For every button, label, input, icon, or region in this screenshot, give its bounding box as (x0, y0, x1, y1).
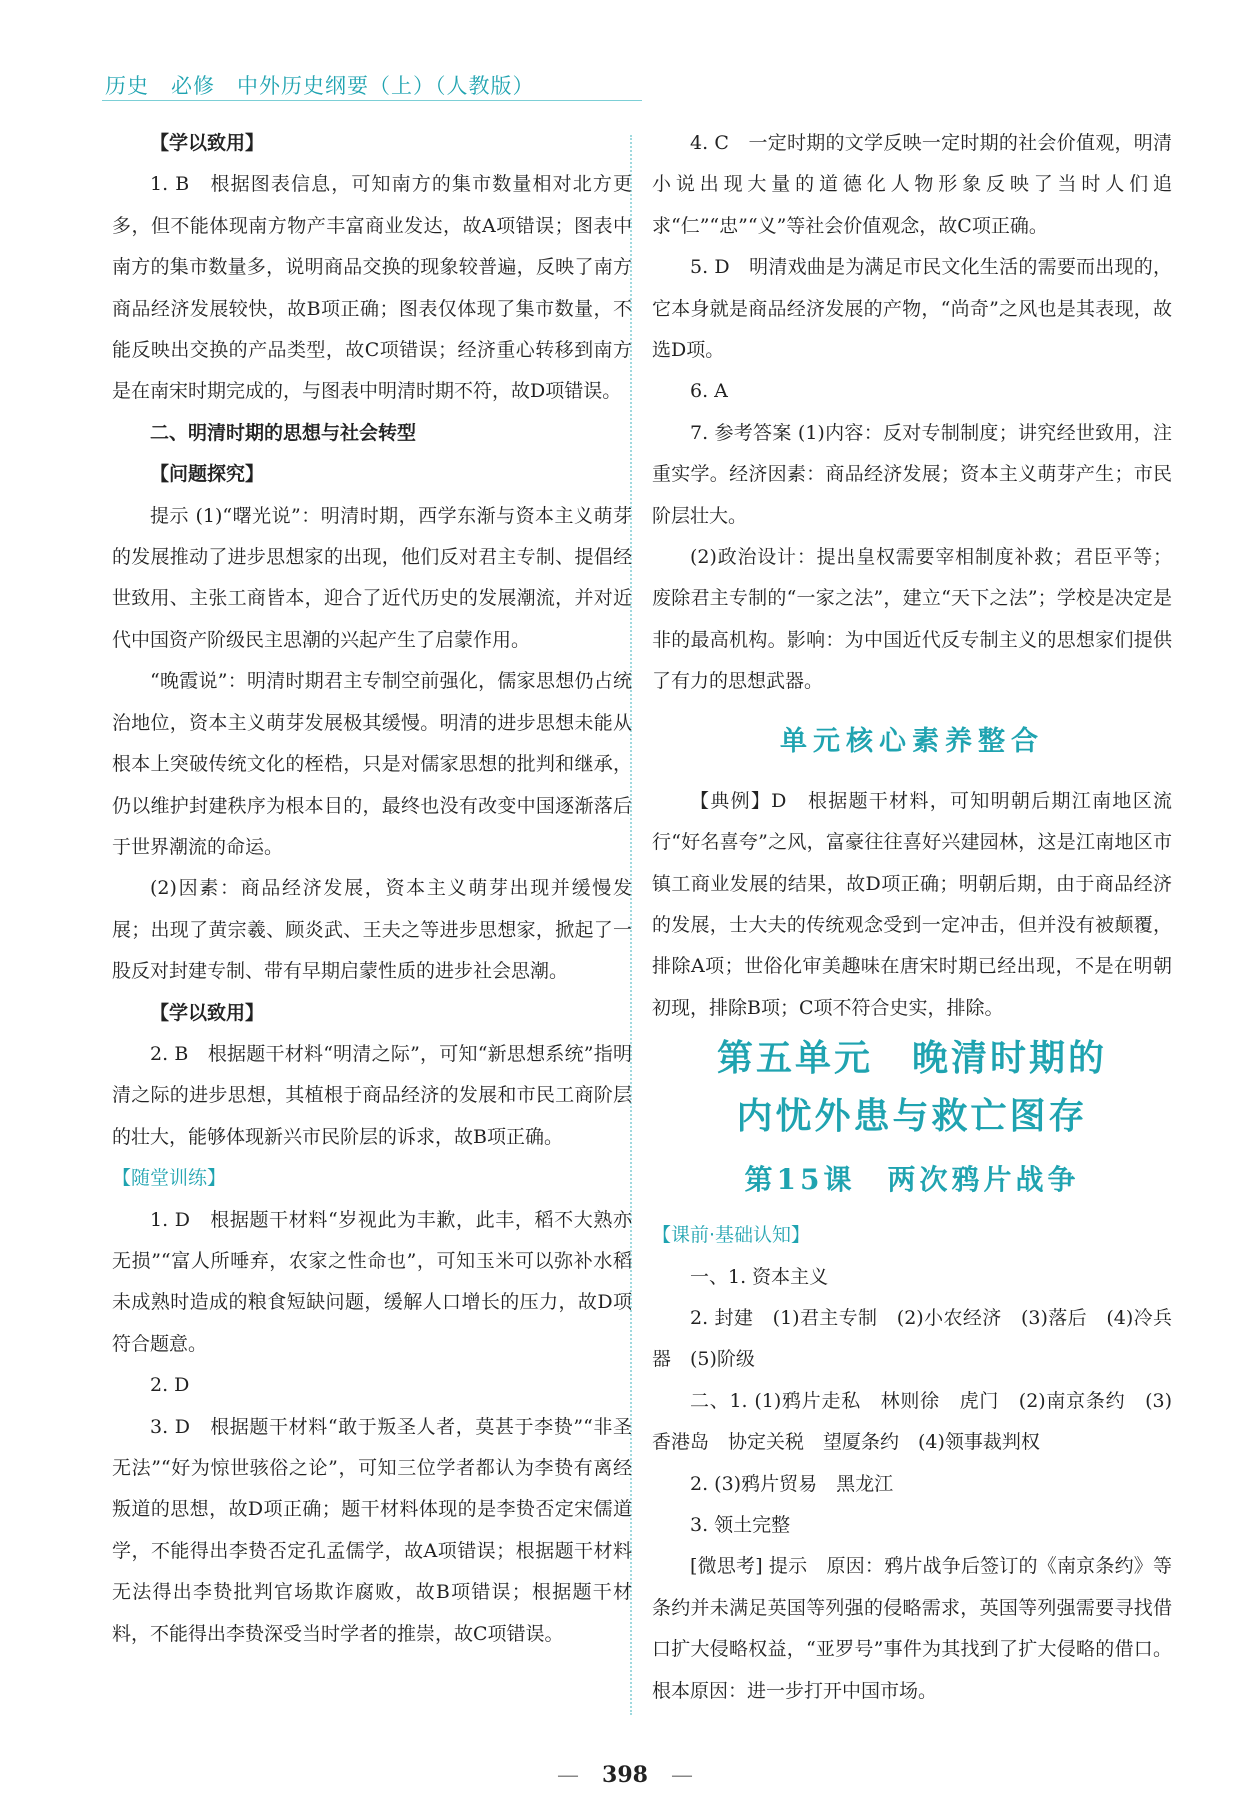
header-rule (102, 100, 642, 101)
right-column (652, 123, 1172, 1712)
right-paragraph: 一、1. 资本主义 (690, 1265, 829, 1288)
right-paragraph: 内忧外患与救亡图存 (736, 1095, 1088, 1138)
left-paragraph: (2)因素：商品经济发展，资本主义萌芽出现并缓慢发展；出现了黄宗羲、顾炎武、王夫之等进步思想家，掀起了一股反对封建专制、带有早期启蒙性质的进步社会思潮。 (112, 877, 632, 983)
right-paragraph: 第五单元 晚清时期的 (716, 1037, 1107, 1080)
footer-dash-left: — (557, 1763, 580, 1788)
page-number: 398 (602, 1762, 648, 1788)
right-paragraph: 二、1. (1)鸦片走私 林则徐 虎门 (2)南京条约 (3)香港岛 协定关税 望厦条约 (4)领事裁判权 (652, 1389, 1172, 1454)
right-paragraph: 6. A (690, 380, 728, 403)
page-footer (0, 1762, 1250, 1788)
left-paragraph: 二、明清时期的思想与社会转型 (150, 421, 417, 444)
right-paragraph: 7. 参考答案 (1)内容：反对专制制度；讲究经世致用，注重实学。经济因素：商品经济发展；资本主义萌芽产生；市民阶层壮大。 (652, 421, 1172, 527)
left-paragraph: 【学以致用】 (150, 132, 265, 154)
left-paragraph: 1. D 根据题干材料“岁视此为丰歉，此丰，稻不大熟亦无损”“富人所唾弃，农家之性命也”，可知玉米可以弥补水稻未成熟时造成的粮食短缺问题，缓解人口增长的压力，故D项符合题意。 (112, 1208, 632, 1355)
right-paragraph: [微思考] 提示 原因：鸦片战争后签订的《南京条约》等条约并未满足英国等列强的侵略需求，英国等列强需要寻找借口扩大侵略权益，“亚罗号”事件为其找到了扩大侵略的借口。根本原因：进一步打开中国市场。 (652, 1555, 1172, 1702)
right-paragraph: 第15课 两次鸦片战争 (744, 1163, 1080, 1197)
left-paragraph: 【问题探究】 (150, 463, 265, 486)
footer-dash-right: — (670, 1763, 693, 1788)
left-paragraph: 2. B 根据题干材料“明清之际”，可知“新思想系统”指明清之际的进步思想，其植根于商品经济的发展和市民工商阶层的壮大，能够体现新兴市民阶层的诉求，故B项正确。 (112, 1042, 632, 1148)
right-paragraph: 4. C 一定时期的文学反映一定时期的社会价值观，明清小说出现大量的道德化人物形象反映了当时人们追求“仁”“忠”“义”等社会价值观念，故C项正确。 (652, 132, 1172, 237)
left-paragraph: 【随堂训练】 (112, 1167, 227, 1190)
left-column (112, 123, 632, 1655)
left-paragraph: 2. D (150, 1374, 190, 1397)
left-paragraph: 1. B 根据图表信息，可知南方的集市数量相对北方更多，但不能体现南方物产丰富商业发达，故A项错误；图表中南方的集市数量多，说明商品交换的现象较普遍，反映了南方商品经济发展较快，故B项正确；图表仅体现了集市数量，不能反映出交换的产品类型，故C项错误；经济重心转移到南方是在南宋时期完成的，与图表中明清时期不符，故D项错误。 (112, 173, 632, 403)
running-header: 历史 必修 中外历史纲要（上）（人教版） (105, 74, 535, 98)
right-paragraph: 3. 领土完整 (690, 1513, 791, 1536)
right-paragraph: 2. 封建 (1)君主专制 (2)小农经济 (3)落后 (4)冷兵器 (5)阶级 (652, 1306, 1172, 1371)
right-paragraph: (2)政治设计：提出皇权需要宰相制度补救；君臣平等；废除君主专制的“一家之法”，建立“天下之法”；学校是决定是非的最高机构。影响：为中国近代反专制主义的思想家们提供了有力的思想武器。 (652, 546, 1172, 693)
left-paragraph: 【学以致用】 (150, 1001, 265, 1024)
right-paragraph: 2. (3)鸦片贸易 黑龙江 (690, 1472, 894, 1495)
right-paragraph: 5. D 明清戏曲是为满足市民文化生活的需要而出现的，它本身就是商品经济发展的产物，“尚奇”之风也是其表现，故选D项。 (652, 256, 1172, 362)
left-paragraph: “晚霞说”：明清时期君主专制空前强化，儒家思想仍占统治地位，资本主义萌芽发展极其缓慢。明清的进步思想未能从根本上突破传统文化的桎梏，只是对儒家思想的批判和继承，仍以维护封建秩序为根本目的，最终也没有改变中国逐渐落后于世界潮流的命运。 (112, 670, 632, 858)
left-paragraph: 3. D 根据题干材料“敢于叛圣人者，莫甚于李贽”“非圣无法”“好为惊世骇俗之论”，可知三位学者都认为李贽有离经叛道的思想，故D项正确；题干材料体现的是李贽否定宋儒道学，不能得出李贽否定孔孟儒学，故A项错误；根据题干材料无法得出李贽批判官场欺诈腐败，故B项错误；根据题干材料，不能得出李贽深受当时学者的推崇，故C项错误。 (112, 1415, 632, 1645)
right-paragraph: 【典例】D 根据题干材料，可知明朝后期江南地区流行“好名喜夸”之风，富豪往往喜好兴建园林，这是江南地区市镇工商业发展的结果，故D项正确；明朝后期，由于商品经济的发展，士大夫的传统观念受到一定冲击，但并没有被颠覆，排除A项；世俗化审美趣味在唐宋时期已经出现，不是在明朝初现，排除B项；C项不符合史实，排除。 (652, 789, 1172, 1019)
right-paragraph: 单元核心素养整合 (780, 725, 1044, 757)
right-paragraph: 【课前·基础认知】 (652, 1224, 811, 1247)
left-paragraph: 提示 (1)“曙光说”：明清时期，西学东渐与资本主义萌芽的发展推动了进步思想家的出现，他们反对君主专制、提倡经世致用、主张工商皆本，迎合了近代历史的发展潮流，并对近代中国资产阶级民主思潮的兴起产生了启蒙作用。 (112, 504, 632, 651)
